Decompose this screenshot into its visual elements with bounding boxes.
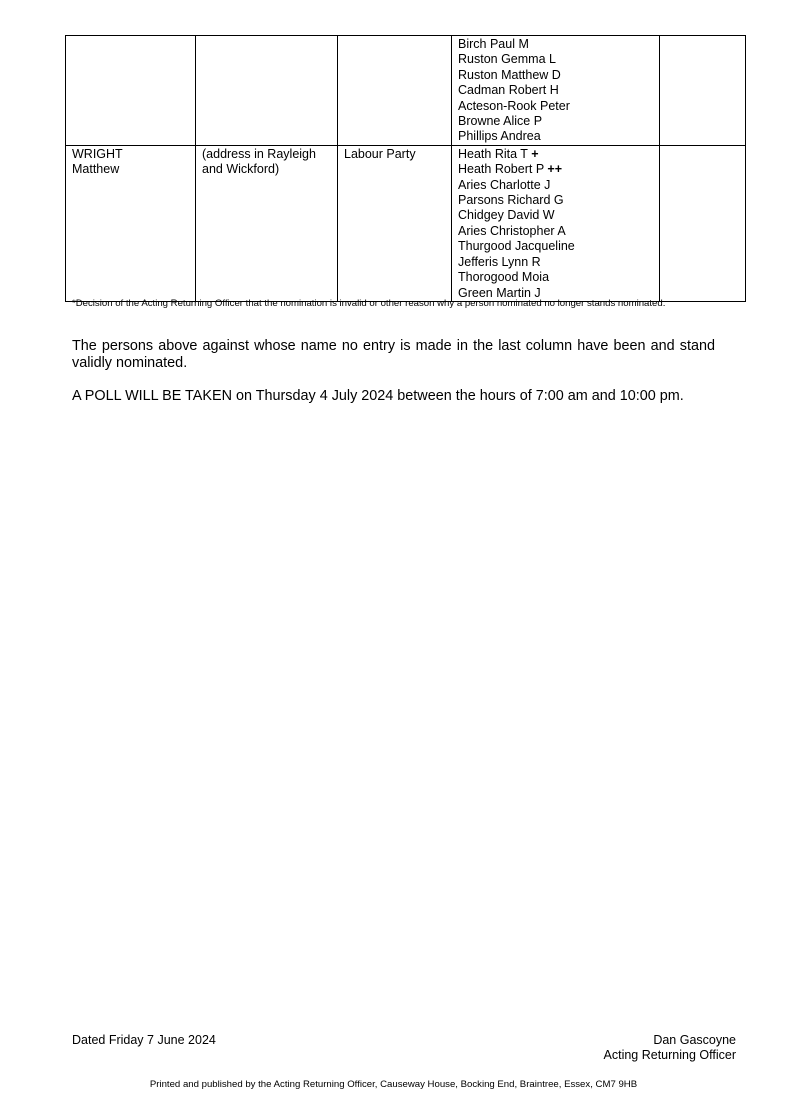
subscriber-entry: Jefferis Lynn R bbox=[458, 254, 541, 269]
date-line: Dated Friday 7 June 2024 bbox=[72, 1033, 216, 1047]
table-row bbox=[66, 36, 746, 146]
subscriber-entry: Parsons Richard G bbox=[458, 193, 564, 208]
candidate-forename: Matthew bbox=[72, 162, 120, 177]
subscriber-entry: Aries Charlotte J bbox=[458, 177, 551, 192]
imprint: Printed and published by the Acting Returning Officer, Causeway House, Bocking End, Braintree, Essex, CM7 9HB bbox=[149, 1079, 638, 1090]
subscriber-entry: Phillips Andrea bbox=[458, 129, 541, 144]
subscriber-entry: Browne Alice P bbox=[458, 114, 543, 129]
subscriber-entry: Heath Robert P ++ bbox=[458, 162, 563, 177]
candidate-address-cell: (address in Rayleigh and Wickford) bbox=[196, 145, 338, 301]
subscribers-cell bbox=[452, 145, 660, 301]
signatory-name: Dan Gascoyne bbox=[653, 1033, 736, 1047]
nominations-table bbox=[65, 35, 746, 302]
subscriber-entry: Heath Rita T + bbox=[458, 146, 539, 161]
subscriber-entry: Chidgey David W bbox=[458, 208, 555, 223]
validity-statement: The persons above against whose name no entry is made in the last column have been and stand validly nominated. bbox=[72, 338, 715, 371]
candidate-address-cell bbox=[196, 36, 338, 146]
subscriber-mark: + bbox=[531, 146, 539, 161]
subscriber-entry: Thorogood Moia bbox=[458, 270, 550, 285]
subscriber-entry: Aries Christopher A bbox=[458, 223, 566, 238]
signature-block bbox=[604, 1033, 736, 1063]
subscribers-cell bbox=[452, 36, 660, 146]
decision-footnote: *Decision of the Acting Returning Officer that the nomination is invalid or other reason why a person nominated no longer stands nominated. bbox=[72, 298, 666, 309]
subscriber-mark: ++ bbox=[547, 162, 563, 177]
subscriber-entry: Acteson-Rook Peter bbox=[458, 98, 570, 113]
subscriber-entry: Cadman Robert H bbox=[458, 83, 559, 98]
decision-cell bbox=[660, 36, 746, 146]
subscriber-entry: Ruston Gemma L bbox=[458, 52, 556, 67]
candidate-description-cell: Labour Party bbox=[338, 145, 452, 301]
table-row bbox=[66, 145, 746, 301]
signatory-title: Acting Returning Officer bbox=[603, 1048, 736, 1062]
subscriber-entry: Thurgood Jacqueline bbox=[458, 239, 575, 254]
poll-notice: A POLL WILL BE TAKEN on Thursday 4 July 2024 between the hours of 7:00 am and 10:00 pm. bbox=[72, 388, 684, 404]
subscriber-entry: Ruston Matthew D bbox=[458, 67, 561, 82]
candidate-description-cell bbox=[338, 36, 452, 146]
subscriber-entry: Birch Paul M bbox=[458, 37, 529, 51]
decision-cell bbox=[660, 145, 746, 301]
candidate-name-cell bbox=[66, 145, 196, 301]
subscriber-entry: Green Martin J bbox=[458, 285, 541, 300]
candidate-surname: WRIGHT bbox=[72, 146, 123, 161]
candidate-name-cell bbox=[66, 36, 196, 146]
